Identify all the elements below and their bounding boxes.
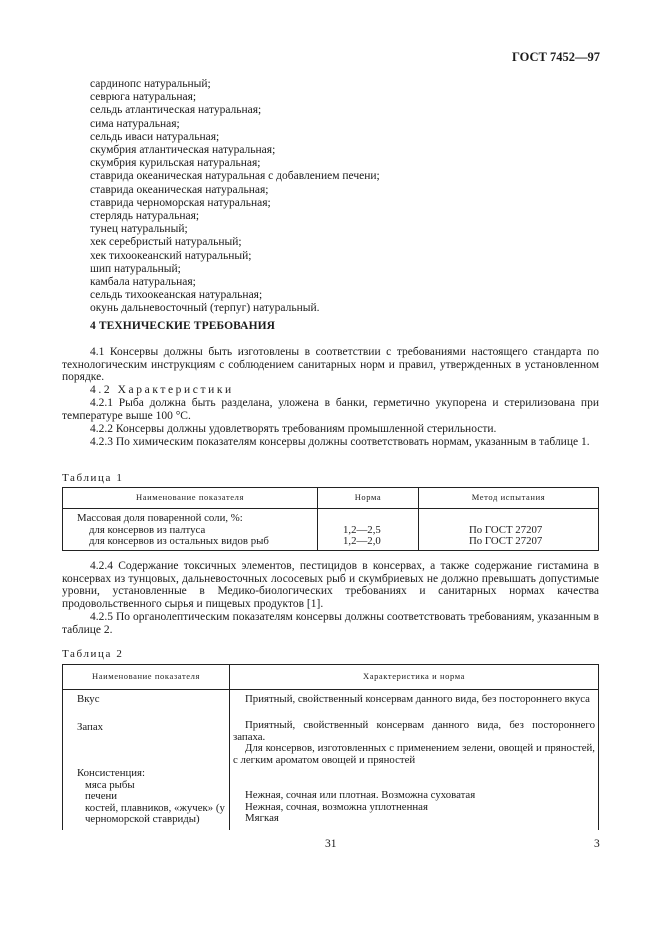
table-2-caption: Таблица 2 [62, 648, 124, 660]
row-value: Нежная, сочная или плотная. Возможна суховатая [245, 789, 476, 801]
list-item: окунь дальневосточный (терпуг) натуральный. [90, 302, 320, 315]
list-item: сардинопс натуральный; [90, 78, 211, 90]
list-item: сельдь иваси натуральная; [90, 130, 220, 143]
table-header: Метод испытания [419, 488, 599, 509]
list-item: ставрида черноморская натуральная; [90, 196, 271, 209]
row-title: Массовая доля поваренной соли, %: [77, 512, 243, 524]
list-item: стерлядь натуральная; [90, 210, 200, 223]
table-header: Норма [318, 488, 419, 509]
list-item: камбала натуральная; [90, 276, 196, 289]
table-cell [318, 509, 419, 551]
row-value: Приятный, свойственный консервам данного вида, без постороннего запаха. [233, 719, 595, 743]
list-item: сельдь тихоокеанская натуральная; [90, 289, 263, 302]
list-item: скумбрия атлантическая натуральная; [90, 144, 276, 157]
row-norm: 1,2—2,0 [343, 535, 381, 547]
list-item: хек тихоокеанский натуральный; [90, 249, 252, 262]
row-method: По ГОСТ 27207 [469, 523, 543, 536]
paragraph-4-2-2: 4.2.2 Консервы должны удовлетворять требованиям промышленной стерильности. [90, 423, 497, 435]
table-cell [230, 690, 599, 830]
list-item: севрюга натуральная; [90, 91, 197, 104]
row-value: Мягкая [245, 812, 279, 824]
table-cell [63, 509, 318, 551]
row-name: для консервов из палтуса [89, 523, 206, 536]
fish-list [90, 78, 380, 316]
row-name: Вкус [77, 693, 100, 705]
page-number-center: 31 [325, 838, 337, 850]
table-header: Наименование показателя [63, 488, 318, 509]
row-name: мяса рыбы [85, 778, 135, 791]
table-header: Наименование показателя [63, 665, 230, 690]
list-item: скумбрия курильская натуральная; [90, 157, 261, 170]
section-title: 4 ТЕХНИЧЕСКИЕ ТРЕБОВАНИЯ [90, 320, 276, 332]
paragraph-4-2-4: 4.2.4 Содержание токсичных элементов, пестицидов в консервах, а также содержание гистамина в консервах из тунцовых, дальневосточных лососевых рыб и скумбриевых не должно превышать допустимые уровни, установленные в Медико-биологических требованиях и санитарных нормах качества продовольственного сырья и пищевых продуктов [1]. [62, 560, 599, 610]
table-cell [419, 509, 599, 551]
list-item: ставрида океаническая натуральная; [90, 183, 269, 196]
row-method: По ГОСТ 27207 [469, 535, 543, 547]
table-1-caption: Таблица 1 [62, 472, 124, 484]
table-1 [62, 487, 599, 551]
list-item: шип натуральный; [90, 262, 181, 275]
row-value: Нежная, сочная, возможна уплотненная [245, 800, 428, 813]
list-item: хек серебристый натуральный; [90, 236, 242, 249]
table-header: Характеристика и норма [230, 665, 599, 690]
list-item: сима натуральная; [90, 117, 180, 130]
paragraph-4-2: 4.2 Характеристики [90, 384, 234, 396]
row-name: Запах [77, 720, 104, 733]
row-name: Консистенция: [77, 767, 146, 779]
row-name: печени [85, 790, 118, 802]
list-item: ставрида океаническая натуральная с добавлением печени; [90, 170, 380, 183]
list-item: сельдь атлантическая натуральная; [90, 104, 262, 117]
paragraph-4-2-1: 4.2.1 Рыба должна быть разделана, уложена в банки, герметично укупорена и стерилизована при температуре выше 100 °С. [62, 397, 599, 422]
row-norm: 1,2—2,5 [343, 523, 381, 536]
paragraph-4-2-3: 4.2.3 По химическим показателям консервы должны соответствовать нормам, указанным в таблице 1. [90, 436, 590, 448]
page-number-right: 3 [594, 838, 600, 850]
table-2 [62, 664, 599, 830]
row-name: для консервов из остальных видов рыб [89, 535, 269, 547]
document-code: ГОСТ 7452—97 [511, 50, 600, 64]
list-item: тунец натуральный; [90, 223, 188, 236]
paragraph-4-2-5: 4.2.5 По органолептическим показателям консервы должны соответствовать требованиям, указанным в таблице 2. [62, 611, 599, 636]
paragraph-4-1: 4.1 Консервы должны быть изготовлены в соответствии с требованиями настоящего стандарта по технологическим инструкциям с соблюдением санитарных норм и правил, утвержденных в установленном порядке. [62, 346, 599, 384]
row-name: костей, плавников, «жучек» (у черноморской ставриды) [85, 801, 225, 825]
row-value: Приятный, свойственный консервам данного вида, без постороннего вкуса [245, 693, 590, 705]
row-value: Для консервов, изготовленных с применением зелени, овощей и пряностей, с легким ароматом овощей и пряностей [233, 742, 595, 766]
table-cell [63, 690, 230, 830]
